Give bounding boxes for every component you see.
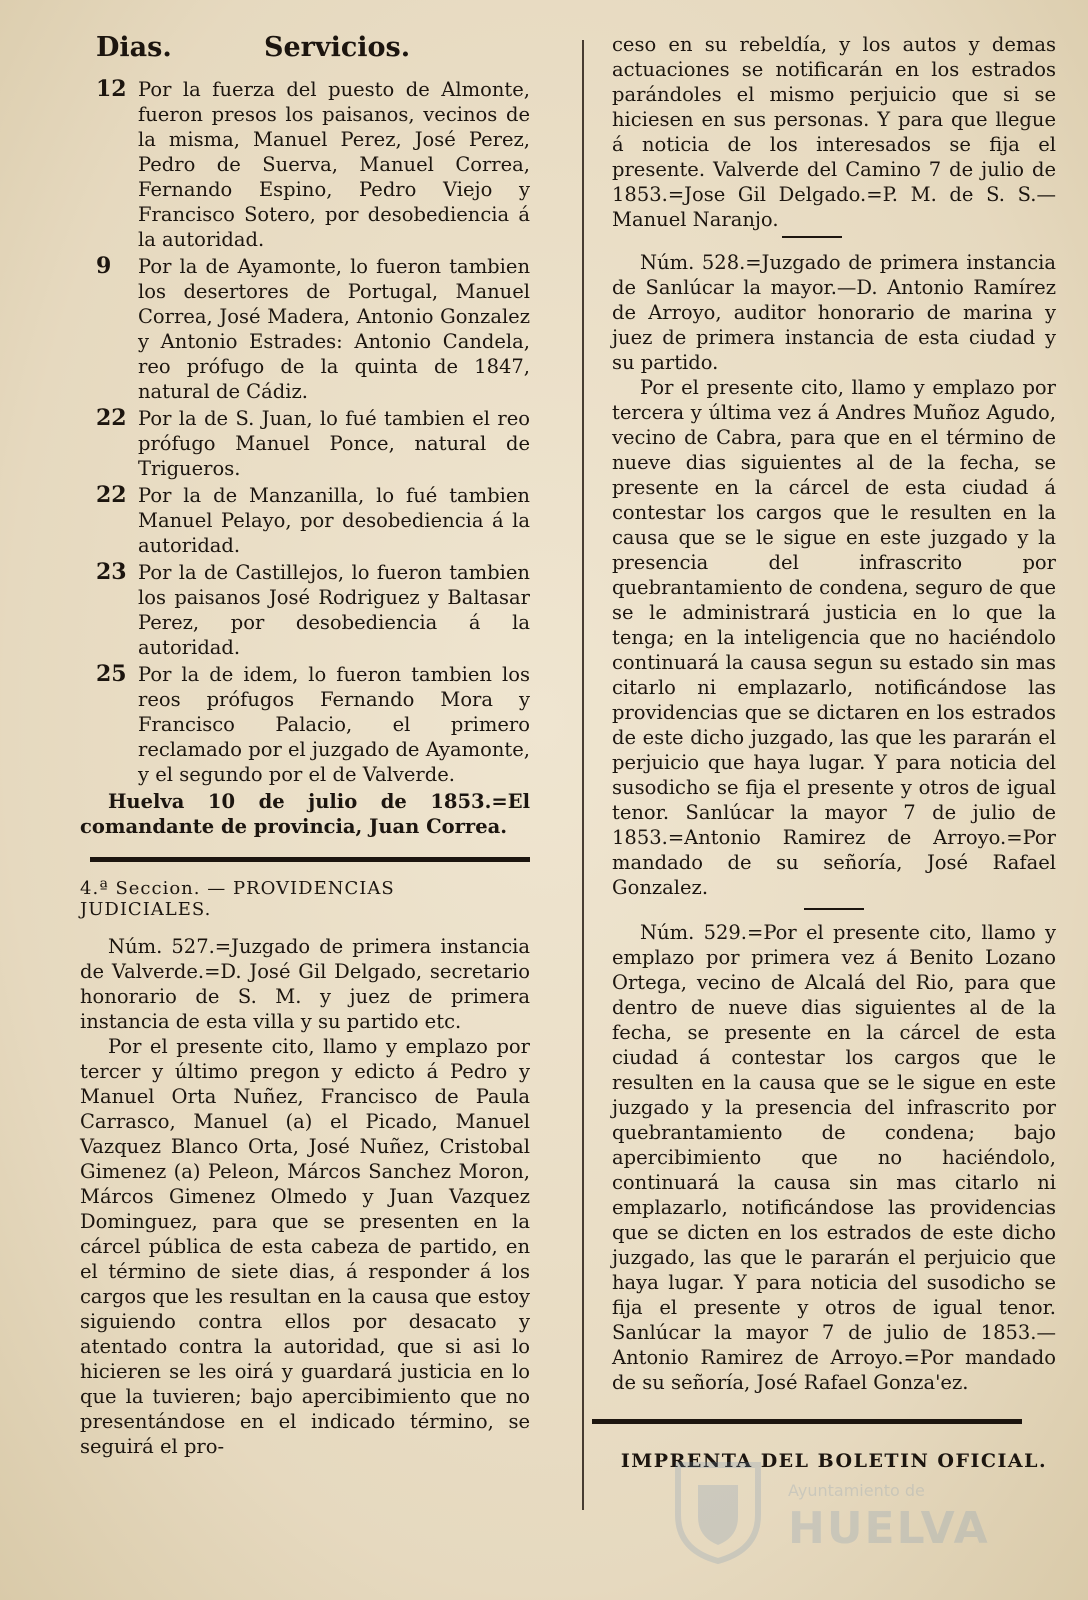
service-entry [80,77,530,252]
service-entry [80,560,530,660]
left-column [80,32,530,1459]
entry-day: 22 [96,405,127,431]
service-entry [80,662,530,787]
notice-527-body: Por el presente cito, llamo y emplazo por tercer y último pregon y edicto á Pedro y Manuel Orta Nuñez, Francisco de Paula Carrasco, Manuel (a) el Picado, Manuel Vazquez Blanco Orta, José Nuñez, Cristobal Gimenez (a) Peleon, Márcos Sanchez Moron, Márcos Gimenez Olmedo y Juan Vazquez Dominguez, para que se presenten en la cárcel pública de esta cabeza de partido, en el término de siete dias, á responder á los cargos que les resultan en la causa que estoy siguiendo contra ellos por desacato y atentado contra la autoridad, que si asi lo hicieren se les oirá y guardará justicia en lo que la tuvieren; bajo apercibimiento que no presentándose en el indicado término, se seguirá el pro- [80,1035,530,1458]
section-title: 4.ª Seccion. — PROVIDENCIAS JUDICIALES. [80,878,395,920]
entry-day: 22 [96,482,127,508]
entry-text: Por la de Ayamonte, lo fueron tambien los desertores de Portugal, Manuel Correa, José Madera, Antonio Gonzalez y Antonio Estrades: Antonio Candela, reo prófugo de la quinta de 1847, natural de Cádiz. [138,255,530,403]
entry-day: 9 [96,253,112,279]
entry-text: Por la de idem, lo fueron tambien los reos prófugos Fernando Mora y Francisco Palacio, el primero reclamado por el juzgado de Ayamonte, y el segundo por el de Valverde. [138,663,530,786]
notice-528-body: Por el presente cito, llamo y emplazo por tercera y última vez á Andres Muñoz Agudo, vecino de Cabra, para que en el término de nueve dias siguientes al de la fecha, se presente en la cárcel de esta ciudad á contestar los cargos que le resulten en la causa que se le sigue en este juzgado y la presencia del infrascrito por quebrantamiento de condena, seguro de que se le administrará justicia en lo que la tenga; en la inteligencia que no haciéndolo continuará la causa segun su estado sin mas citarlo ni emplazarlo, notificándose las providencias que se dictaren en los estrados de este dicho juzgado, las que les pararán el perjuicio que haya lugar. Y para noticia del susodicho se fija el presente y otros de igual tenor. Sanlúcar la mayor 7 de julio de 1853.=Antonio Ramirez de Arroyo.=Por mandado de su señoría, José Rafael Gonzalez. [612,376,1056,899]
service-entry [80,483,530,558]
services-column-header: Servicios. [264,32,411,63]
archive-watermark [668,1455,998,1565]
entry-day: 12 [96,76,127,102]
entry-text: Por la de Manzanilla, lo fué tambien Manuel Pelayo, por desobediencia á la autoridad. [138,484,530,557]
notice-529-body: Núm. 529.=Por el presente cito, llamo y emplazo por primera vez á Benito Lozano Ortega, vecino de Alcalá del Rio, para que dentro de nueve dias siguientes al de la fecha, se presente en la cárcel de esta ciudad á contestar los cargos que le resulten en la causa que se le sigue en este juzgado y la presencia del infrascrito por quebrantamiento de condena; bajo apercibimiento que no haciéndolo, continuará la causa sin mas citarlo ni emplazarlo, notificándose las providencias que se dicten en los estrados de este dicho juzgado, las que le pararán el perjuicio que haya lugar. Y para noticia del susodicho se fija el presente y otros de igual tenor. Sanlúcar la mayor 7 de julio de 1853.—Antonio Ramirez de Arroyo.=Por mandado de su señoría, José Rafael Gonza'ez. [612,921,1056,1394]
watermark-title: HUELVA [788,1503,990,1554]
coat-of-arms-icon [668,1455,768,1565]
column-divider [582,40,584,1510]
footer-rule [592,1419,1022,1424]
notice-527-continuation: ceso en su rebeldía, y los autos y demas actuaciones se notificarán en los estrados parándoles el mismo perjuicio que si se hiciesen en sus personas. Y para que llegue á noticia de los interesados se fija el presente. Valverde del Camino 7 de julio de 1853.=Jose Gil Delgado.=P. M. de S. S.—Manuel Naranjo. [612,33,1056,231]
notice-528-heading: Núm. 528.=Juzgado de primera instancia de Sanlúcar la mayor.—D. Antonio Ramírez de Arroyo, auditor honorario de marina y juez de primera instancia de esta ciudad y su partido. [612,251,1056,374]
printer-imprint: IMPRENTA DEL BOLETIN OFICIAL. [620,1450,1048,1472]
days-column-header: Dias. [96,32,172,63]
right-column [612,32,1056,1472]
services-table-header [96,32,530,63]
section-divider [90,857,530,862]
entry-text: Por la de Castillejos, lo fueron tambien los paisanos José Rodriguez y Baltasar Perez, por desobediencia á la autoridad. [138,561,530,659]
service-entry [80,254,530,404]
entry-day: 25 [96,661,127,687]
notice-527-heading: Núm. 527.=Juzgado de primera instancia de Valverde.=D. José Gil Delgado, secretario honorario de S. M. y juez de primera instancia de esta villa y su partido etc. [80,935,530,1033]
service-entry [80,406,530,481]
entry-text: Por la de S. Juan, lo fué tambien el reo prófugo Manuel Ponce, natural de Trigueros. [138,407,530,480]
notice-separator [782,236,842,238]
report-closing: Huelva 10 de julio de 1853.=El comandante de provincia, Juan Correa. [80,790,530,838]
notice-separator [804,908,864,910]
watermark-subtitle: Ayuntamiento de [788,1481,925,1500]
entry-day: 23 [96,559,127,585]
entry-text: Por la fuerza del puesto de Almonte, fueron presos los paisanos, vecinos de la misma, Manuel Perez, José Perez, Pedro de Suerva, Manuel Correa, Fernando Espino, Pedro Viejo y Francisco Sotero, por desobediencia á la autoridad. [138,78,530,251]
